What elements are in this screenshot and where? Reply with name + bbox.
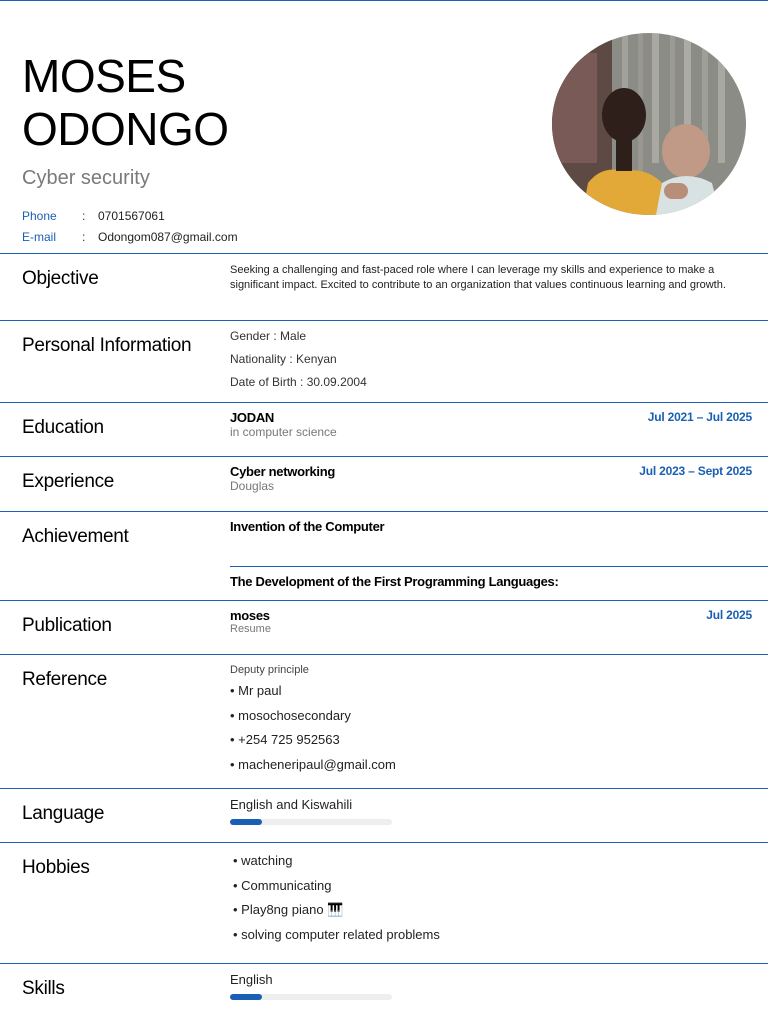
first-name: MOSES bbox=[22, 50, 186, 102]
reference-section bbox=[0, 654, 768, 788]
language-name: English and Kiswahili bbox=[230, 797, 353, 812]
hobbies-section bbox=[0, 842, 768, 963]
language-level-fill bbox=[230, 819, 262, 825]
personal-info-section bbox=[0, 320, 768, 402]
education-entry bbox=[230, 410, 752, 450]
achievement-section bbox=[0, 511, 768, 600]
skills-title: Skills bbox=[22, 978, 65, 999]
resume-header bbox=[0, 0, 768, 253]
last-name: ODONGO bbox=[22, 103, 229, 155]
experience-entry bbox=[230, 464, 752, 504]
phone-value[interactable]: 0701567061 bbox=[98, 208, 165, 223]
education-school: JODAN bbox=[230, 410, 275, 425]
objective-title: Objective bbox=[22, 268, 99, 289]
email-row bbox=[22, 226, 238, 247]
list-item: • mosochosecondary bbox=[230, 707, 351, 723]
skill-level-bar bbox=[230, 994, 392, 1000]
list-item: • Play8ng piano 🎹 bbox=[233, 902, 344, 917]
achievement-item: The Development of the First Programming Languages: bbox=[230, 574, 559, 589]
email-label: E-mail bbox=[22, 229, 57, 244]
phone-row bbox=[22, 205, 238, 226]
list-item: • Mr paul bbox=[230, 683, 282, 698]
nationality: Nationality : Kenyan bbox=[230, 352, 337, 366]
list-item: • Communicating bbox=[233, 877, 332, 893]
reference-title: Reference bbox=[22, 669, 107, 690]
personal-info-title: Personal Information bbox=[22, 335, 192, 356]
skills-section bbox=[0, 963, 768, 1024]
experience-section bbox=[0, 456, 768, 511]
phone-label: Phone bbox=[22, 208, 57, 223]
skill-name: English bbox=[230, 972, 273, 987]
publication-name: moses bbox=[230, 608, 270, 623]
contact-info bbox=[22, 205, 238, 247]
list-item: • solving computer related problems bbox=[233, 926, 440, 942]
email-separator: : bbox=[82, 229, 86, 244]
hobbies-title: Hobbies bbox=[22, 857, 90, 878]
reference-content bbox=[230, 664, 752, 781]
hobbies-content bbox=[233, 853, 755, 951]
personal-info-content bbox=[230, 329, 752, 398]
achievement-item: Invention of the Computer bbox=[230, 519, 385, 534]
skills-entry bbox=[230, 972, 752, 1000]
education-section bbox=[0, 402, 768, 456]
publication-date: Jul 2025 bbox=[706, 608, 752, 622]
list-item: • +254 725 952563 bbox=[230, 732, 340, 747]
experience-title: Experience bbox=[22, 471, 115, 492]
job-title: Cyber security bbox=[22, 167, 150, 189]
experience-org: Douglas bbox=[230, 479, 275, 493]
language-entry bbox=[230, 797, 752, 825]
publication-section bbox=[0, 600, 768, 654]
objective-section bbox=[0, 253, 768, 320]
achievement-divider bbox=[230, 566, 768, 567]
reference-role: Deputy principle bbox=[230, 664, 309, 676]
objective-text: Seeking a challenging and fast-paced role where I can leverage my skills and experience to make a significant impact. Excited to contribute to an organization that values continuous learning and growth. bbox=[230, 264, 726, 291]
publication-entry bbox=[230, 608, 752, 648]
language-title: Language bbox=[22, 803, 105, 824]
publication-title: Publication bbox=[22, 615, 112, 636]
publication-type: Resume bbox=[230, 623, 271, 635]
language-level-bar bbox=[230, 819, 392, 825]
list-item: • macheneripaul@gmail.com bbox=[230, 756, 396, 772]
achievement-title: Achievement bbox=[22, 526, 129, 547]
education-date: Jul 2021 – Jul 2025 bbox=[647, 410, 752, 424]
phone-separator: : bbox=[82, 208, 86, 223]
email-value[interactable]: Odongom087@gmail.com bbox=[98, 229, 238, 244]
skill-level-fill bbox=[230, 994, 262, 1000]
list-item: • watching bbox=[233, 853, 293, 868]
language-section bbox=[0, 788, 768, 842]
gender: Gender : Male bbox=[230, 329, 307, 343]
education-title: Education bbox=[22, 417, 104, 438]
full-name bbox=[22, 50, 229, 156]
education-field: in computer science bbox=[230, 425, 337, 439]
experience-date: Jul 2023 – Sept 2025 bbox=[639, 464, 752, 478]
profile-photo bbox=[552, 33, 746, 215]
experience-role: Cyber networking bbox=[230, 464, 335, 479]
date-of-birth: Date of Birth : 30.09.2004 bbox=[230, 375, 367, 389]
